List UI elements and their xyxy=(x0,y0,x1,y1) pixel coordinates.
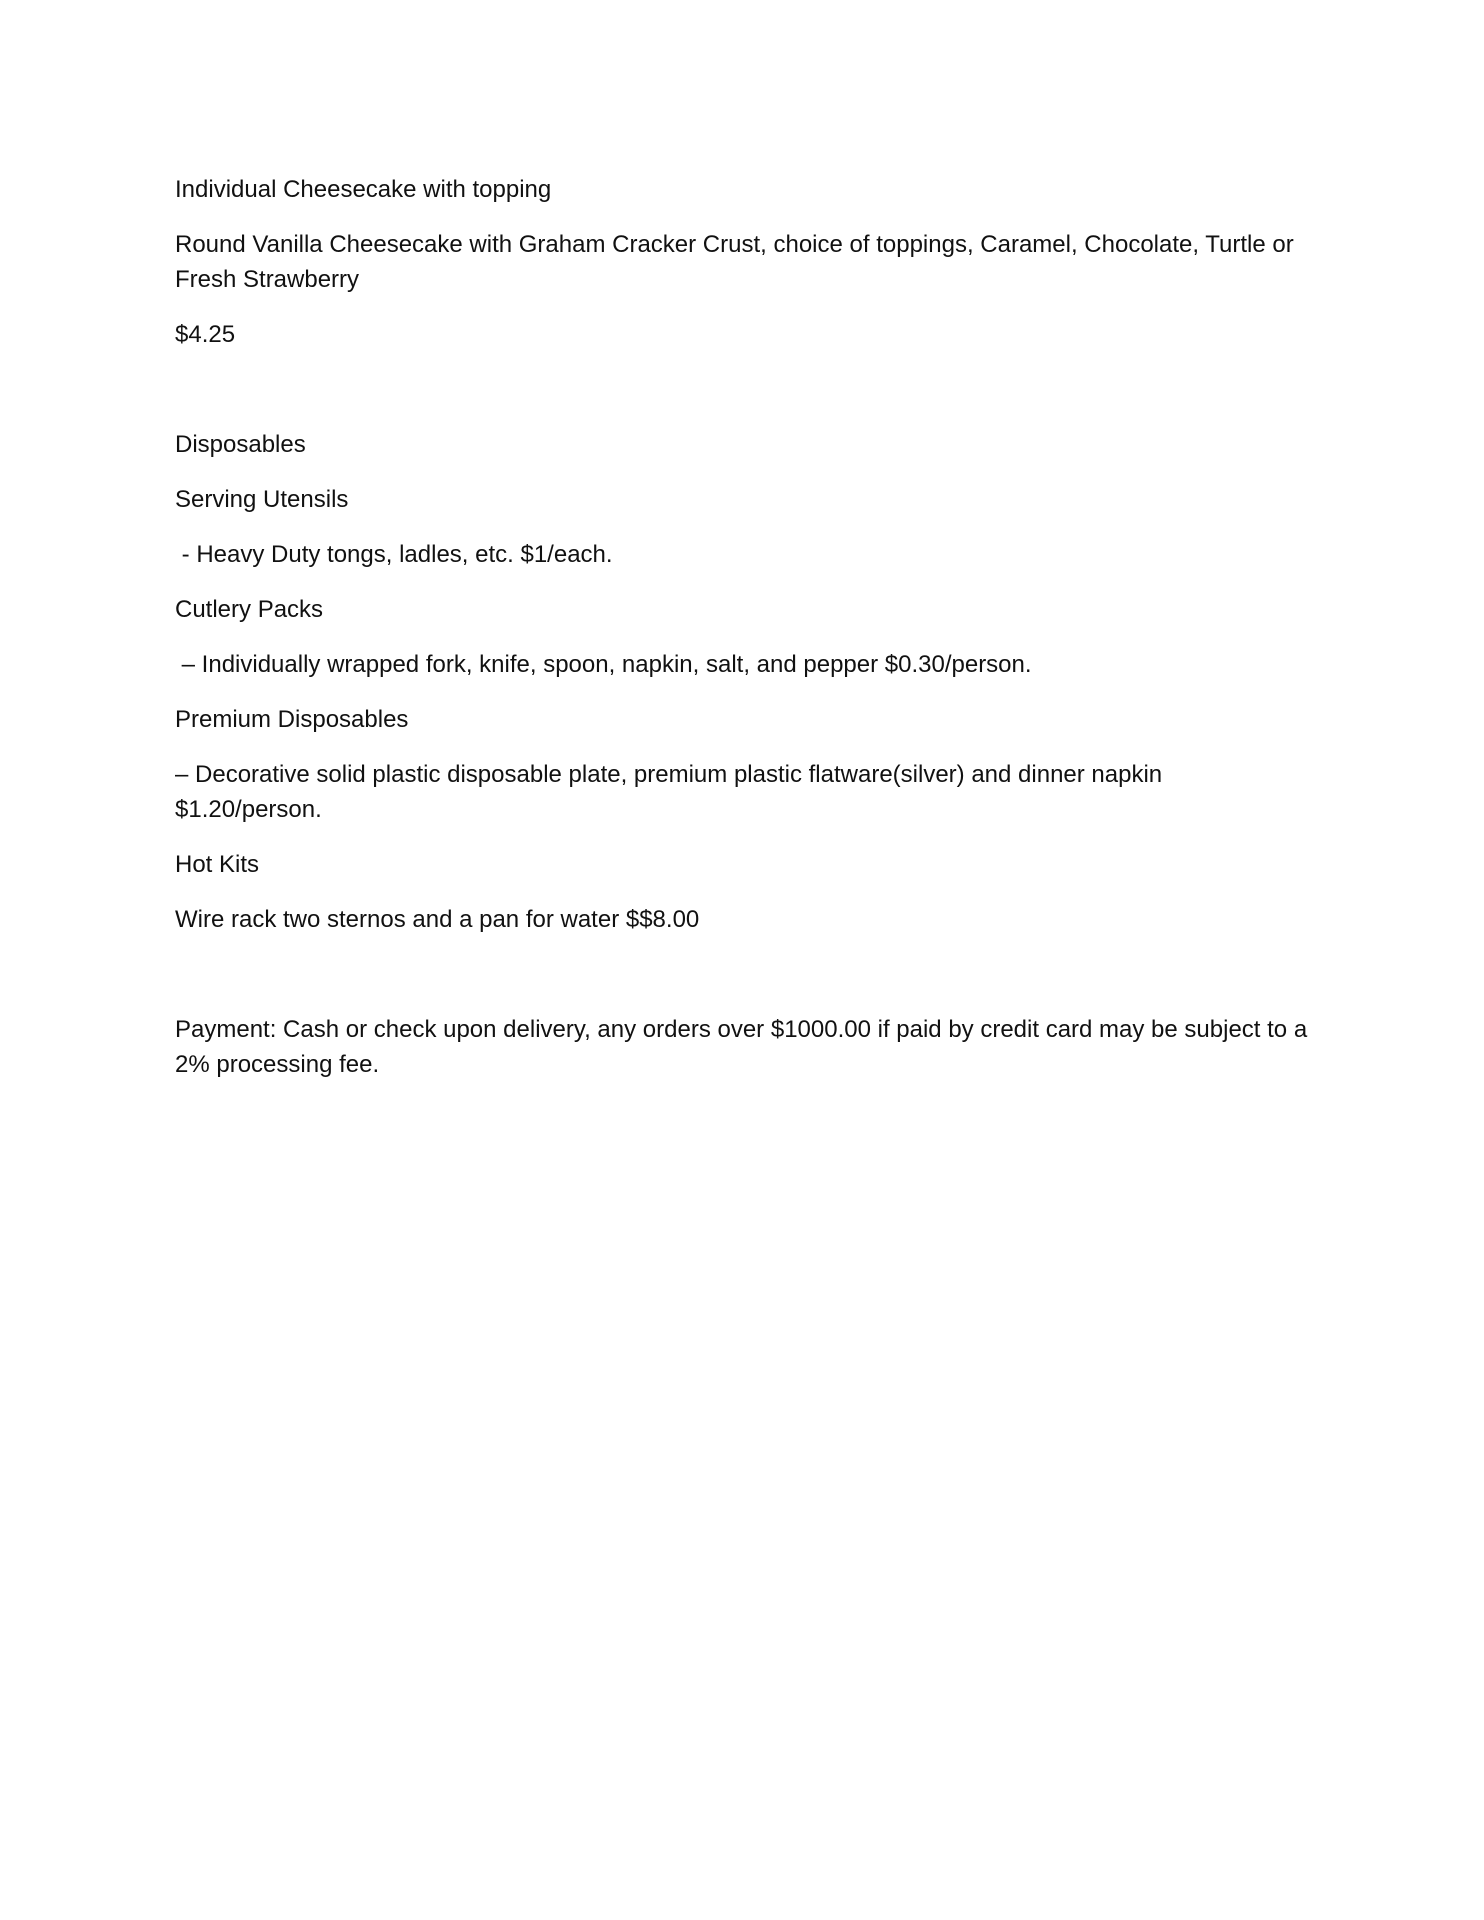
dessert-title: Individual Cheesecake with topping xyxy=(175,176,552,203)
hot-kits-detail: Wire rack two sternos and a pan for water $$8.00 xyxy=(175,906,700,933)
disposables-heading: Disposables xyxy=(175,431,306,458)
payment-terms: Payment: Cash or check upon delivery, any orders over $1000.00 if paid by credit card may be subject to a 2% processing fee. xyxy=(175,1016,1308,1078)
cutlery-packs-detail: – Individually wrapped fork, knife, spoon, napkin, salt, and pepper $0.30/person. xyxy=(175,651,1032,678)
section-spacer xyxy=(175,372,1315,427)
hot-kits-name: Hot Kits xyxy=(175,851,260,878)
serving-utensils-detail: - Heavy Duty tongs, ladles, etc. $1/each. xyxy=(175,541,613,568)
cutlery-packs-name: Cutlery Packs xyxy=(175,596,324,623)
premium-disposables-detail: – Decorative solid plastic disposable plate, premium plastic flatware(silver) and dinner napkin $1.20/person. xyxy=(175,761,1163,823)
dessert-price: $4.25 xyxy=(175,321,236,348)
document-content xyxy=(175,172,1315,1102)
dessert-description: Round Vanilla Cheesecake with Graham Cracker Crust, choice of toppings, Caramel, Chocolate, Turtle or Fresh Strawberry xyxy=(175,231,1294,293)
section-spacer xyxy=(175,957,1315,1012)
premium-disposables-name: Premium Disposables xyxy=(175,706,409,733)
serving-utensils-name: Serving Utensils xyxy=(175,486,349,513)
